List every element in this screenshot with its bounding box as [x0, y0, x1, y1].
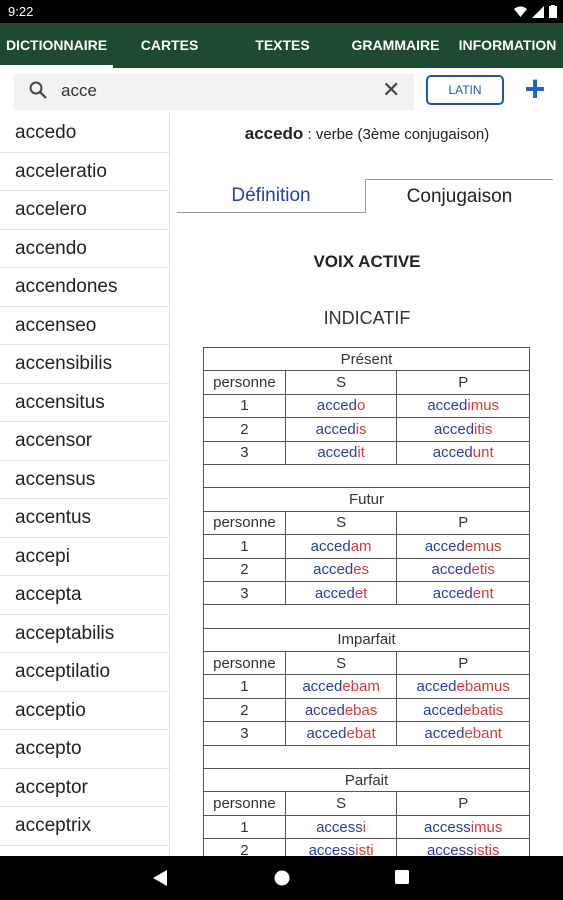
form-ending: istis — [473, 841, 500, 856]
entry-description: : verbe (3ème conjugaison) — [303, 126, 490, 143]
singular-form — [285, 839, 397, 856]
form-ending: es — [353, 561, 370, 579]
detail-pane — [171, 114, 563, 856]
plural-form — [397, 394, 530, 417]
word-list-item[interactable]: accensus — [0, 461, 169, 500]
column-header-person: personne — [204, 652, 286, 675]
form-ending: itis — [474, 420, 493, 438]
plural-form — [397, 839, 530, 856]
form-stem: acced — [310, 537, 351, 555]
column-header-person: personne — [204, 371, 286, 394]
voice-heading: VOIX ACTIVE — [313, 252, 421, 271]
plural-form — [397, 418, 530, 441]
form-stem: acced — [424, 724, 465, 742]
tense-name: Présent — [204, 348, 530, 371]
table-row — [204, 839, 530, 856]
person-cell: 1 — [204, 535, 286, 558]
table-row — [204, 558, 530, 581]
word-list-item[interactable]: acceleratio — [0, 153, 169, 192]
plural-form — [397, 722, 530, 745]
spacer-cell — [204, 464, 530, 487]
table-row — [204, 698, 530, 721]
person-cell: 2 — [204, 698, 286, 721]
singular-form — [285, 722, 397, 745]
form-ending: it — [357, 444, 365, 462]
tab-information[interactable]: INFORMATION — [458, 37, 557, 53]
tense-header-row — [204, 628, 530, 651]
singular-form — [285, 558, 397, 581]
word-list-item[interactable]: accedo — [0, 114, 169, 153]
tense-name: Parfait — [204, 769, 530, 792]
tense-header-row — [204, 769, 530, 792]
word-list — [0, 114, 170, 856]
tense-header-row — [204, 488, 530, 511]
tab-conjugation[interactable]: Conjugaison — [365, 179, 553, 213]
top-tab-bar — [0, 23, 563, 68]
form-stem: acced — [313, 561, 354, 579]
battery-icon — [549, 5, 557, 18]
singular-form — [285, 815, 397, 838]
singular-form — [285, 581, 397, 604]
word-list-item[interactable]: accensor — [0, 422, 169, 461]
form-ending: ebam — [342, 678, 380, 696]
column-header-singular: S — [285, 511, 397, 534]
singular-form — [285, 535, 397, 558]
mood-heading: INDICATIF — [323, 308, 411, 328]
person-cell: 3 — [204, 441, 286, 464]
column-header-singular: S — [285, 652, 397, 675]
person-cell: 3 — [204, 722, 286, 745]
table-row — [204, 418, 530, 441]
signal-icon — [532, 6, 544, 18]
form-stem: acced — [434, 420, 475, 438]
word-list-item[interactable]: acceptrix — [0, 807, 169, 846]
form-ending: etis — [471, 561, 495, 579]
status-time: 9:22 — [8, 4, 34, 19]
plural-form — [397, 675, 530, 698]
form-ending: et — [354, 584, 368, 602]
form-stem: acced — [315, 420, 356, 438]
form-ending: ebat — [346, 724, 376, 742]
form-stem: acced — [431, 561, 472, 579]
wifi-icon — [514, 6, 527, 18]
form-ending: o — [356, 397, 366, 415]
form-stem: access — [426, 841, 474, 856]
form-ending: am — [350, 537, 372, 555]
table-row — [204, 535, 530, 558]
table-row — [204, 722, 530, 745]
plural-form — [397, 441, 530, 464]
form-ending: i — [362, 818, 367, 836]
language-button[interactable]: LATIN — [426, 75, 504, 105]
word-list-item[interactable]: accepi — [0, 538, 169, 577]
singular-form — [285, 675, 397, 698]
form-ending: imus — [470, 818, 503, 836]
entry-word: accedo — [244, 124, 304, 143]
column-header-plural: P — [397, 371, 530, 394]
spacer-cell — [204, 605, 530, 628]
column-header-singular: S — [285, 371, 397, 394]
recents-square-icon[interactable] — [395, 870, 409, 884]
entry-header — [171, 124, 563, 144]
status-bar — [0, 0, 563, 23]
form-ending: ebant — [464, 724, 502, 742]
word-list-item[interactable]: accepta — [0, 576, 169, 615]
column-header-singular: S — [285, 792, 397, 815]
singular-form — [285, 441, 397, 464]
form-ending: is — [355, 420, 367, 438]
tense-name: Futur — [204, 488, 530, 511]
word-list-item[interactable]: accendones — [0, 268, 169, 307]
form-stem: acced — [316, 397, 357, 415]
form-stem: acced — [314, 584, 355, 602]
table-row — [204, 815, 530, 838]
form-ending: imus — [467, 397, 500, 415]
table-row — [204, 394, 530, 417]
person-cell: 3 — [204, 581, 286, 604]
word-list-item[interactable]: acceptor — [0, 769, 169, 808]
form-stem: acced — [302, 678, 343, 696]
word-list-item[interactable]: accelero — [0, 191, 169, 230]
person-cell: 2 — [204, 839, 286, 856]
form-stem: acced — [423, 701, 464, 719]
word-list-item[interactable]: acceptabilis — [0, 615, 169, 654]
table-spacer-row — [204, 464, 530, 487]
search-icon — [28, 80, 48, 100]
form-ending: emus — [464, 537, 502, 555]
word-list-item[interactable]: accentus — [0, 499, 169, 538]
tab-grammaire[interactable]: GRAMMAIRE — [351, 37, 440, 53]
table-spacer-row — [204, 745, 530, 768]
form-stem: acced — [416, 678, 457, 696]
plural-form — [397, 581, 530, 604]
form-stem: access — [424, 818, 471, 836]
table-spacer-row — [204, 605, 530, 628]
column-header-row — [204, 371, 530, 394]
table-row — [204, 675, 530, 698]
form-ending: unt — [472, 444, 494, 462]
form-stem: acced — [306, 724, 347, 742]
form-ending: isti — [355, 841, 374, 856]
tab-definition[interactable]: Définition — [177, 179, 365, 213]
table-row — [204, 441, 530, 464]
status-icons — [514, 5, 557, 18]
column-header-person: personne — [204, 511, 286, 534]
word-list-item[interactable]: accensitus — [0, 384, 169, 423]
tab-dictionnaire[interactable]: DICTIONNAIRE — [0, 23, 113, 68]
form-stem: access — [316, 818, 363, 836]
column-header-row — [204, 511, 530, 534]
tab-textes[interactable]: TEXTES — [255, 37, 310, 53]
column-header-row — [204, 792, 530, 815]
singular-form — [285, 698, 397, 721]
person-cell: 1 — [204, 675, 286, 698]
word-list-item[interactable]: acceptilatio — [0, 653, 169, 692]
form-ending: ebatis — [463, 701, 504, 719]
person-cell: 2 — [204, 558, 286, 581]
tab-cartes[interactable]: CARTES — [140, 37, 199, 53]
person-cell: 1 — [204, 394, 286, 417]
singular-form — [285, 418, 397, 441]
word-list-item[interactable]: accenseo — [0, 307, 169, 346]
close-icon[interactable]: ✕ — [382, 77, 401, 102]
word-list-item[interactable]: accepto — [0, 730, 169, 769]
column-header-plural: P — [397, 792, 530, 815]
form-stem: access — [308, 841, 356, 856]
plural-form — [397, 815, 530, 838]
form-stem: acced — [424, 537, 465, 555]
form-ending: ebas — [344, 701, 378, 719]
home-circle-icon[interactable] — [274, 870, 290, 886]
plural-form — [397, 698, 530, 721]
form-stem: acced — [432, 584, 473, 602]
singular-form — [285, 394, 397, 417]
spacer-cell — [204, 745, 530, 768]
form-ending: ent — [472, 584, 494, 602]
person-cell: 2 — [204, 418, 286, 441]
back-triangle-icon[interactable] — [153, 870, 167, 886]
column-header-plural: P — [397, 652, 530, 675]
detail-tabs — [177, 179, 553, 213]
plural-form — [397, 535, 530, 558]
search-input[interactable]: acce — [61, 81, 97, 100]
plus-icon[interactable]: + — [524, 68, 546, 109]
plural-form — [397, 558, 530, 581]
form-stem: acced — [317, 444, 358, 462]
form-stem: acced — [432, 444, 473, 462]
form-ending: ebamus — [456, 678, 510, 696]
form-stem: acced — [427, 397, 468, 415]
word-list-item[interactable]: accendo — [0, 230, 169, 269]
column-header-plural: P — [397, 511, 530, 534]
form-stem: acced — [304, 701, 345, 719]
word-list-item[interactable]: accensibilis — [0, 345, 169, 384]
tense-name: Imparfait — [204, 628, 530, 651]
conjugation-table — [203, 347, 530, 856]
column-header-row — [204, 652, 530, 675]
column-header-person: personne — [204, 792, 286, 815]
tense-header-row — [204, 348, 530, 371]
table-row — [204, 581, 530, 604]
navigation-bar — [0, 856, 563, 900]
word-list-item[interactable]: acceptio — [0, 692, 169, 731]
person-cell: 1 — [204, 815, 286, 838]
